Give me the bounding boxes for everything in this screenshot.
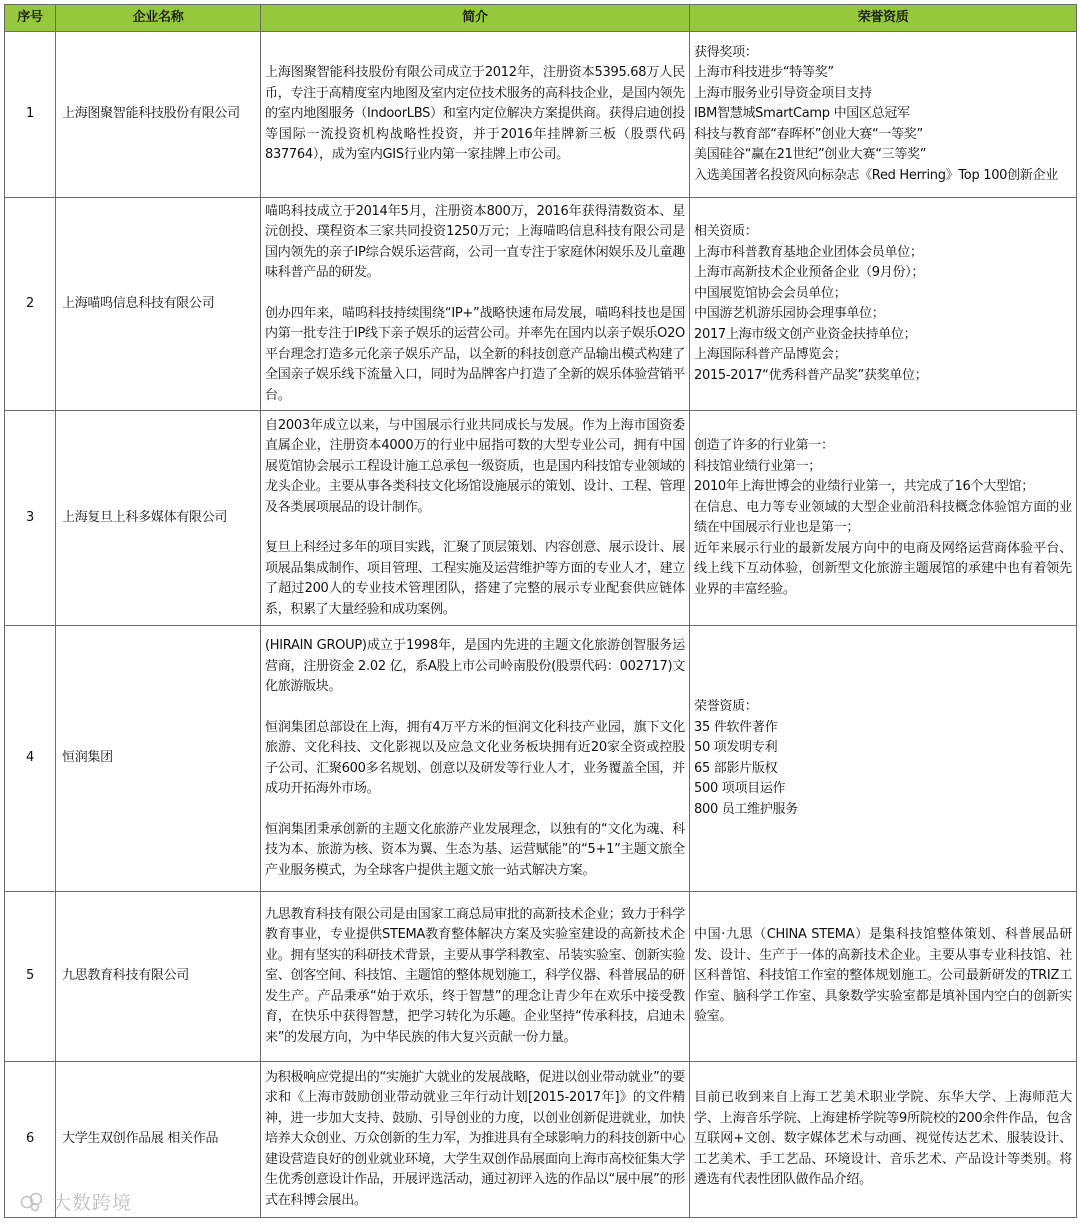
- honor-line: 中国·九思（CHINA STEMA）是集科技馆整体策划、科普展品研发、设计、生产于一体的高新技术企业。主要从事专业科技馆、社区科普馆、科技馆工作室的整体规划施工。公司最新研发的TRIZ工作室、脑科学工作室、具象数学实验室都是填补国内空白的创新实验室。: [694, 927, 1072, 1025]
- honor-line: 中国展览馆协会会员单位；: [694, 285, 847, 301]
- row-index: 4: [5, 626, 56, 892]
- row-index: 1: [5, 32, 56, 198]
- honor-line: 2010年上海世博会的业绩行业第一，共完成了16个大型馆；: [694, 479, 1034, 494]
- company-intro: [261, 892, 690, 1062]
- header-honor: 荣誉资质: [690, 5, 1077, 32]
- honor-line: 50 项发明专利: [694, 740, 778, 755]
- intro-paragraph: 九思教育科技有限公司是由国家工商总局审批的高新技术企业；致力于科学教育事业，专业提供STEMA教育整体解决方案及实验室建设的高新技术企业。拥有坚实的科研技术背景，主要从事学科教室、吊装实验室、创新实验室、创客空间、科技馆、主题馆的整体规划施工，科学仪器、科普展品的研发生产。产品秉承“始于欢乐，终于智慧”的理念让青少年在欢乐中接受教育，在快乐中获得智慧，把学习转化为乐趣。企业坚持“传承科技，启迪未来”的发展方向，为中华民族的伟大复兴贡献一份力量。: [265, 906, 685, 1045]
- honor-line: 目前已收到来自上海工艺美术职业学院、东华大学、上海师范大学、上海音乐学院、上海建桥学院等9所院校的200余件作品，包含互联网+文创、数字媒体艺术与动画、视觉传达艺术、服装设计、工艺美术、手工艺品、环境设计、音乐艺术、产品设计等类别。将遴选有代表性团队做作品介绍。: [694, 1090, 1072, 1188]
- intro-paragraph: 创办四年来，喵呜科技持续围绕“IP+”战略快速布局发展，喵呜科技也是国内第一批专注于IP线下亲子娱乐的运营公司。并率先在国内以亲子娱乐O2O平台理念打造多元化亲子娱乐产品，以全新的科技创意产品输出模式构建了全国亲子娱乐线下流量入口，同时为品牌客户打造了全新的娱乐体验营销平台。: [265, 305, 685, 403]
- honor-line: 近年来展示行业的最新发展方向中的电商及网络运营商体验平台、线上线下互动体验，创新型文化旅游主题展馆的承建中也有着领先业界的丰富经验。: [694, 540, 1072, 597]
- table-body: [5, 32, 1077, 1218]
- honor-line: 科技与教育部“春晖杯”创业大赛“一等奖”: [694, 126, 923, 142]
- header-intro: 简介: [261, 5, 690, 32]
- honor-line: 上海市服务业引导资金项目支持: [694, 85, 872, 101]
- table-row: [5, 626, 1077, 892]
- table-row: [5, 32, 1077, 198]
- honor-line: 2017上海市级文创产业资金扶持单位；: [694, 326, 917, 342]
- honor-line: 科技馆业绩行业第一；: [694, 458, 822, 474]
- honor-line: 美国硅谷“赢在21世纪”创业大赛“三等奖”: [694, 147, 927, 163]
- honor-line: 入选美国著名投资风向标杂志《Red Herring》Top 100创新企业: [694, 167, 1058, 183]
- company-name: 九思教育科技有限公司: [56, 892, 261, 1062]
- honor-line: 相关资质：: [694, 224, 758, 239]
- intro-paragraph: 复旦上科经过多年的项目实践，汇聚了顶层策划、内容创意、展示设计、展项展品集成制作、项目管理、工程实施及运营维护等方面的专业人才，建立了超过200人的专业技术管理团队，搭建了完整的展示专业配套供应链体系，积累了大量经验和成功案例。: [265, 540, 685, 617]
- honor-line: IBM智慧城SmartCamp 中国区总冠军: [694, 106, 910, 122]
- company-honor: [690, 411, 1077, 626]
- company-table: [4, 4, 1077, 1218]
- company-honor: [690, 892, 1077, 1062]
- intro-paragraph: 为积极响应党提出的“实施扩大就业的发展战略，促进以创业带动就业”的要求和《上海市鼓励创业带动就业三年行动计划[2015-2017年]》的文件精神，进一步加大支持、鼓励、引导创业的力度，以创业创新促进就业，加快培养大众创业、万众创新的生力军，为推进具有全球影响力的科技创新中心建设营造良好的创业就业环境，大学生双创作品展面向上海市高校征集大学生优秀创意设计作品，开展评选活动，通过初评入选的作品以“展中展”的形式在科博会展出。: [265, 1069, 685, 1208]
- header-index: 序号: [5, 5, 56, 32]
- intro-paragraph: (HIRAIN GROUP)成立于1998年，是国内先进的主题文化旅游创智服务运营商，注册资金 2.02 亿，系A股上市公司岭南股份(股票代码：002717)文化旅游版块。: [265, 638, 685, 694]
- company-name: 上海复旦上科多媒体有限公司: [56, 411, 261, 626]
- honor-line: 35 件软件著作: [694, 719, 778, 735]
- watermark: [20, 1188, 132, 1215]
- company-name: 上海喵呜信息科技有限公司: [56, 198, 261, 411]
- company-name: 上海图聚智能科技股份有限公司: [56, 32, 261, 198]
- row-index: 2: [5, 198, 56, 411]
- intro-paragraph: 自2003年成立以来，与中国展示行业共同成长与发展。作为上海市国资委直属企业，注册资本4000万的行业中屈指可数的大型专业公司，拥有中国展览馆协会展示工程设计施工总承包一级资质，也是国内科技馆专业领域的龙头企业。主要从事各类科技文化场馆设施展示的策划、设计、工程、管理及各类展项展品的设计制作。: [265, 417, 685, 515]
- company-name: 大学生双创作品展 相关作品: [56, 1062, 261, 1218]
- intro-paragraph: 恒润集团秉承创新的主题文化旅游产业发展理念，以独有的“文化为魂、科技为本、旅游为核、资本为翼、生态为基、运营赋能”的“5+1”主题文旅全产业服务模式，为全球客户提供主题文旅一站式解决方案。: [265, 821, 685, 878]
- table-header: [5, 5, 1077, 32]
- company-intro: [261, 198, 690, 411]
- honor-line: 上海市高新技术企业预备企业（9月份）；: [694, 265, 925, 280]
- honor-line: 500 项项目运作: [694, 781, 786, 796]
- table-row: [5, 198, 1077, 411]
- table-row: [5, 892, 1077, 1062]
- honor-line: 创造了许多的行业第一：: [694, 438, 834, 453]
- company-honor: [690, 1062, 1077, 1218]
- row-index: 6: [5, 1062, 56, 1218]
- company-honor: [690, 198, 1077, 411]
- watermark-logo-icon: [20, 1191, 44, 1213]
- company-intro: [261, 626, 690, 892]
- honor-line: 上海市科技进步“特等奖”: [694, 65, 834, 81]
- header-company-name: 企业名称: [56, 5, 261, 32]
- company-name: 恒润集团: [56, 626, 261, 892]
- honor-line: 在信息、电力等专业领域的大型企业前沿科技概念体验馆方面的业绩在中国展示行业也是第一；: [694, 499, 1072, 535]
- intro-paragraph: 喵呜科技成立于2014年5月，注册资本800万，2016年获得清数资本、星沅创投、璞程资本三家共同投资1250万元；上海喵呜信息科技有限公司是国内领先的亲子IP综合娱乐运营商，公司一直专注于家庭休闲娱乐及儿童趣味科普产品的研发。: [265, 203, 685, 281]
- row-index: 3: [5, 411, 56, 626]
- honor-line: 2015-2017“优秀科普产品奖”获奖单位；: [694, 367, 928, 383]
- table-header-row: [5, 5, 1077, 32]
- table-row: [5, 1062, 1077, 1218]
- table-row: [5, 411, 1077, 626]
- honor-line: 上海市科普教育基地企业团体会员单位；: [694, 244, 923, 260]
- honor-line: 800 员工维护服务: [694, 801, 798, 817]
- intro-paragraph: 恒润集团总部设在上海，拥有4万平方米的恒润文化科技产业园，旗下文化旅游、文化科技、文化影视以及应急文化业务板块拥有近20家全资或控股子公司、汇聚600多名规划、创意以及研发等行业人才，业务覆盖全国，并成功开拓海外市场。: [265, 719, 685, 796]
- watermark-text: 大数跨境: [52, 1192, 133, 1214]
- row-index: 5: [5, 892, 56, 1062]
- honor-line: 获得奖项：: [694, 44, 758, 60]
- company-honor: [690, 32, 1077, 198]
- company-intro: [261, 32, 690, 198]
- honor-line: 荣誉资质：: [694, 699, 758, 714]
- company-honor: [690, 626, 1077, 892]
- company-intro: [261, 1062, 690, 1218]
- honor-line: 中国游艺机游乐园协会理事单位；: [694, 306, 885, 321]
- company-intro: [261, 411, 690, 626]
- intro-paragraph: 上海图聚智能科技股份有限公司成立于2012年，注册资本5395.68万人民币，专注于高精度室内地图及室内定位技术服务的高科技企业，是国内领先的室内地图服务（IndoorLBS）和室内定位解决方案提供商。获得启迪创投等国际一流投资机构战略性投资，并于2016年挂牌新三板（股票代码837764），成为室内GIS行业内第一家挂牌上市公司。: [265, 65, 685, 163]
- honor-line: 上海国际科普产品博览会；: [694, 347, 847, 362]
- honor-line: 65 部影片版权: [694, 760, 778, 776]
